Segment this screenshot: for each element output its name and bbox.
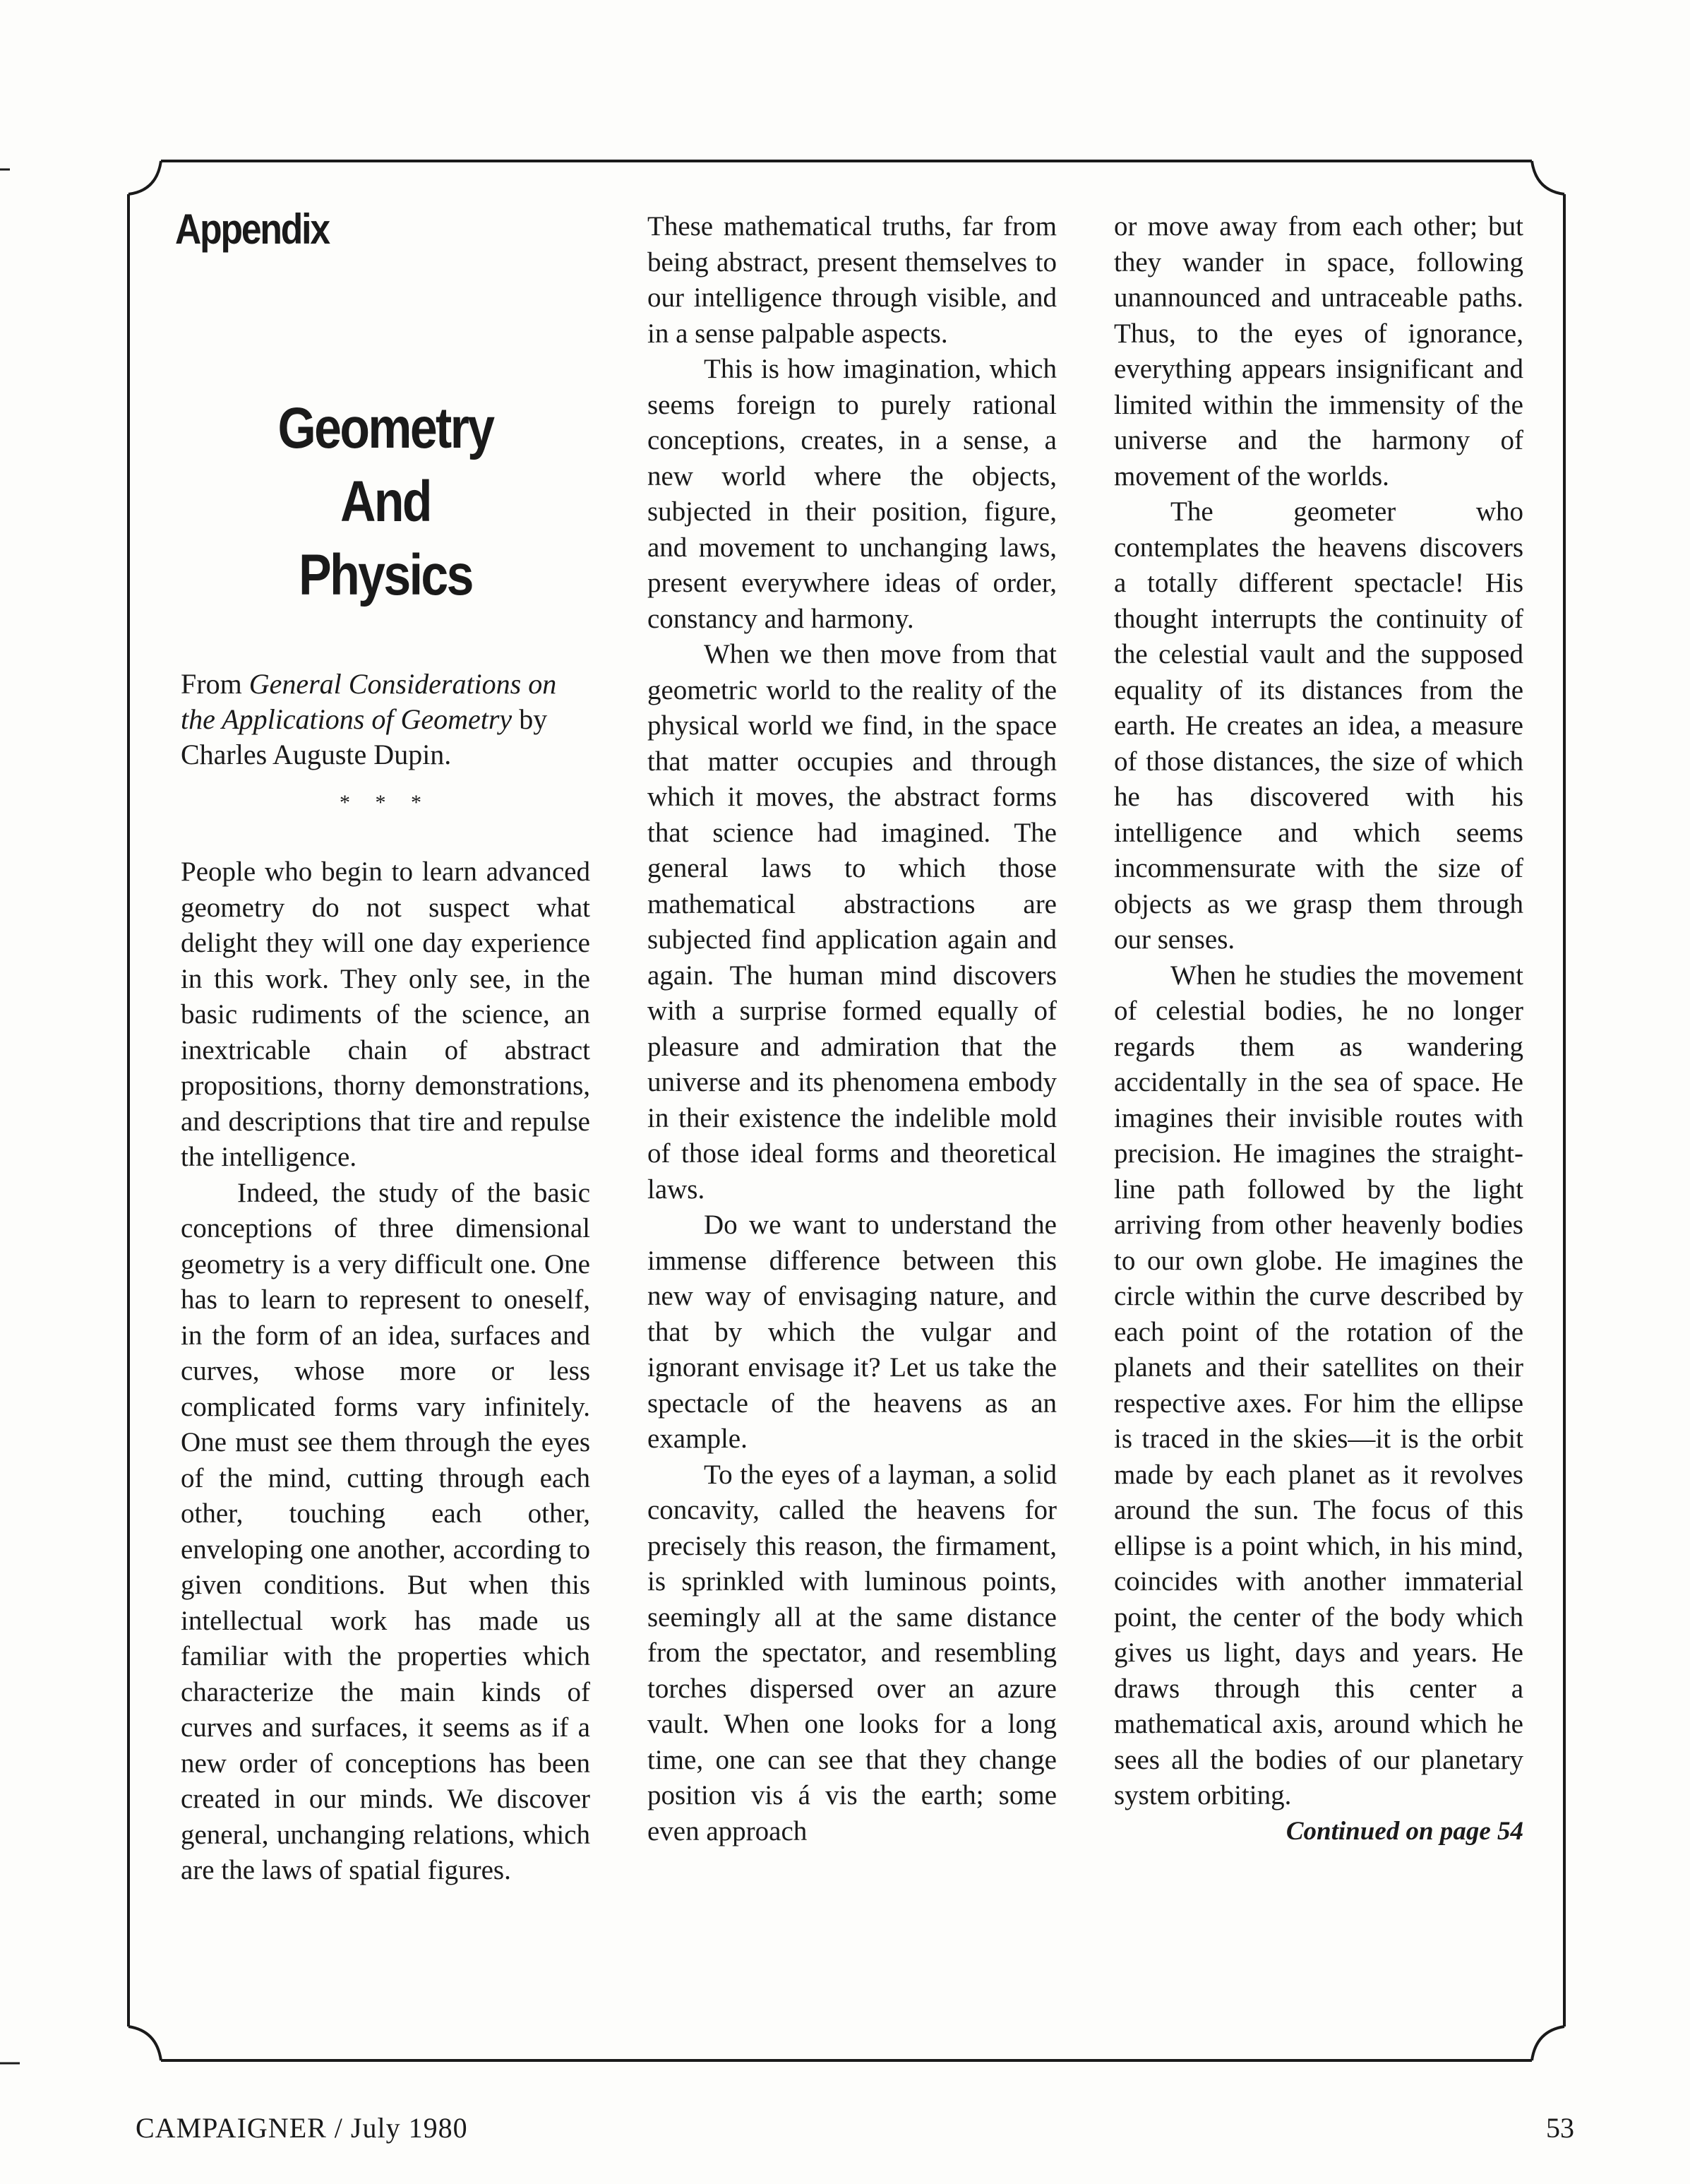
- title-line: Geometry: [277, 396, 493, 460]
- continued-note: Continued on page 54: [1286, 1816, 1523, 1846]
- section-separator: * * *: [340, 791, 431, 814]
- source-author: by Charles Auguste Dupin.: [181, 703, 548, 770]
- source-prefix: From: [181, 668, 249, 700]
- text-column-2: [647, 209, 1057, 1849]
- paragraph: When he studies the movement of celestial bodies, he no longer regards them as wandering accidentally in the sea of space. He imagines their invisible routes with precision. He imagines the straight-line path followed by the light arriving from other heavenly bodies to our own globe. He imagines the circle within the curve described by each point of the rotation of the planets and their satellites on their respective axes. For him the ellipse is traced in the skies—it is the orbit made by each planet as it revolves around the sun. The focus of this ellipse is a point which, in his mind, coincides with another immaterial point, the center of the body which gives us light, days and years. He draws through this center a mathematical axis, around which he sees all the bodies of our planetary system orbiting.: [1114, 960, 1523, 1810]
- paragraph: The geometer who contemplates the heavens discovers a totally different spectacle! His thought interrupts the continuity of the celestial vault and the supposed equality of its distances from the earth. He creates an idea, a measure of those distances, the size of which he has discovered with his intelligence and which seems incommensurate with the size of objects as we grasp them through our senses.: [1114, 496, 1523, 955]
- paragraph: or move away from each other; but they wander in space, following unannounced and untraceable paths. Thus, to the eyes of ignorance, everything appears insignificant and limited within the immensity of the universe and the harmony of movement of the worlds.: [1114, 211, 1523, 491]
- source-attribution: [181, 667, 597, 772]
- title-line: And: [340, 470, 431, 534]
- paragraph: People who begin to learn advanced geometry do not suspect what delight they will one day experience in this work. They only see, in the basic rudiments of the science, an inextricable chain of abstract propositions, thorny demonstrations, and descriptions that tire and repulse the intelligence.: [181, 857, 590, 1172]
- article-title: [181, 392, 590, 612]
- text-column-1: [181, 854, 590, 1889]
- paragraph: To the eyes of a layman, a solid concavity, called the heavens for precisely this reason, the firmament, is sprinkled with luminous points, seemingly all at the same distance from the spectator, and resembling torches dispersed over an azure vault. When one looks for a long time, one can see that they change position vis á vis the earth; some even approach: [647, 1459, 1057, 1846]
- paragraph: When we then move from that geometric world to the reality of the physical world we find, in the space that matter occupies and through which it moves, the abstract forms that science had imagined. The general laws to which those mathematical abstractions are subjected find application again and again. The human mind discovers with a surprise formed equally of pleasure and admiration that the universe and its phenomena embody in their existence the indelible mold of those ideal forms and theoretical laws.: [647, 639, 1057, 1205]
- publication-footer: CAMPAIGNER / July 1980: [136, 2112, 468, 2144]
- source-work-title: General Considerations on the Applications of Geometry: [181, 668, 557, 735]
- text-column-3: [1114, 209, 1523, 1849]
- section-heading: Appendix: [175, 205, 329, 253]
- paragraph: These mathematical truths, far from being abstract, present themselves to our intelligence through visible, and in a sense palpable aspects.: [647, 211, 1057, 349]
- paragraph: Do we want to understand the immense difference between this new way of envisaging nature, and that by which the vulgar and ignorant envisage it? Let us take the spectacle of the heavens as an example.: [647, 1210, 1057, 1454]
- paragraph: Indeed, the study of the basic conceptions of three dimensional geometry is a very difficult one. One has to learn to represent to oneself, in the form of an idea, surfaces and curves, whose more or less complicated forms vary infinitely. One must see them through the eyes of the mind, cutting through each other, touching each other, enveloping one another, according to given conditions. But when this intellectual work has made us familiar with the properties which characterize the main kinds of curves and surfaces, it seems as if a new order of conceptions has been created in our minds. We discover general, unchanging relations, which are the laws of spatial figures.: [181, 1177, 590, 1885]
- title-line: Physics: [299, 543, 472, 607]
- paragraph: This is how imagination, which seems foreign to purely rational conceptions, creates, in a sense, a new world where the objects, subjected in their position, figure, and movement to unchanging laws, present everywhere ideas of order, constancy and harmony.: [647, 354, 1057, 634]
- page-number: 53: [1546, 2112, 1574, 2144]
